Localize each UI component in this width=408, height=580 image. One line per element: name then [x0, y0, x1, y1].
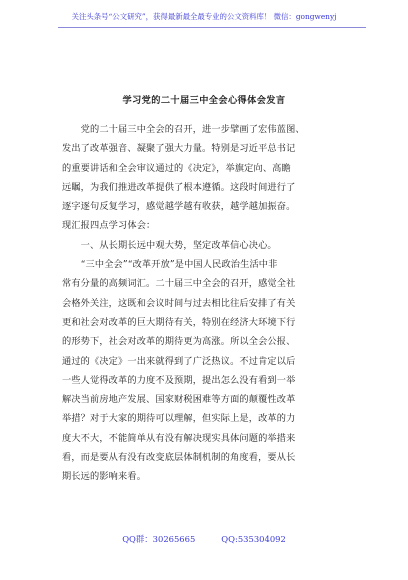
body-line: “三中全会”“改革开放”是中国人民政治生活中非: [62, 259, 278, 271]
body-line: 看，而是要从有没有改变底层体制机制的角度看，要从长: [62, 452, 296, 464]
footer-contact: [0, 534, 408, 545]
document-title: 学习党的二十届三中全会心得体会发言: [122, 95, 286, 106]
footer-qq-group: QQ群：30265665: [122, 534, 196, 544]
body-line: 举措？对于大家的期待可以理解，但实际上是，改革的力: [62, 413, 296, 425]
body-line: 逐字逐句反复学习，感觉越学越有收获，越学越加振奋。: [62, 201, 296, 213]
body-line: 远瞩，为我们推进改革提供了根本遵循。这段时间进行了: [62, 181, 296, 193]
body-line: 度大不大，不能简单从有没有解决现实具体问题的举措来: [62, 432, 296, 444]
body-line: 现汇报四点学习体会：: [62, 220, 156, 232]
header-notice: 关注头条号“公文研究”，获得最新最全最专业的公文资料库！ 微信：gongwenyj: [71, 12, 337, 21]
document-body: [62, 120, 348, 487]
body-line: 发出了改革强音、凝聚了强大力量。特别是习近平总书记: [62, 143, 296, 155]
body-line: 党的二十届三中全会的召开，进一步擘画了宏伟蓝图、: [62, 124, 305, 135]
body-line: 常有分量的高频词汇。二十届三中全会的召开，感觉全社: [62, 278, 296, 290]
body-line: 通过的《决定》一出来就得到了广泛热议。不过肯定以后: [62, 355, 296, 367]
body-line: 会格外关注，这既和会议时间与过去相比往后安排了有关: [62, 297, 296, 309]
footer-qq: QQ:535304092: [221, 534, 286, 544]
header-divider: [58, 27, 366, 28]
body-line: 期长远的影响来看。: [62, 471, 147, 483]
body-line: 的重要讲话和全会审议通过的《决定》，举旗定向、高瞻: [62, 162, 291, 174]
body-line: 更和社会对改革的巨大期待有关，特别在经济大环境下行: [62, 316, 296, 328]
body-line: 的形势下，社会对改革的期待更为高涨。所以全会公报、: [62, 336, 296, 348]
body-line: 一些人觉得改革的力度不及预期，提出怎么没有看到一举: [62, 374, 296, 386]
body-line: 解决当前房地产发展、国家财税困难等方面的颠覆性改革: [62, 394, 296, 406]
section-heading: 一、从长期长远中观大势，坚定改革信心决心。: [62, 239, 277, 251]
